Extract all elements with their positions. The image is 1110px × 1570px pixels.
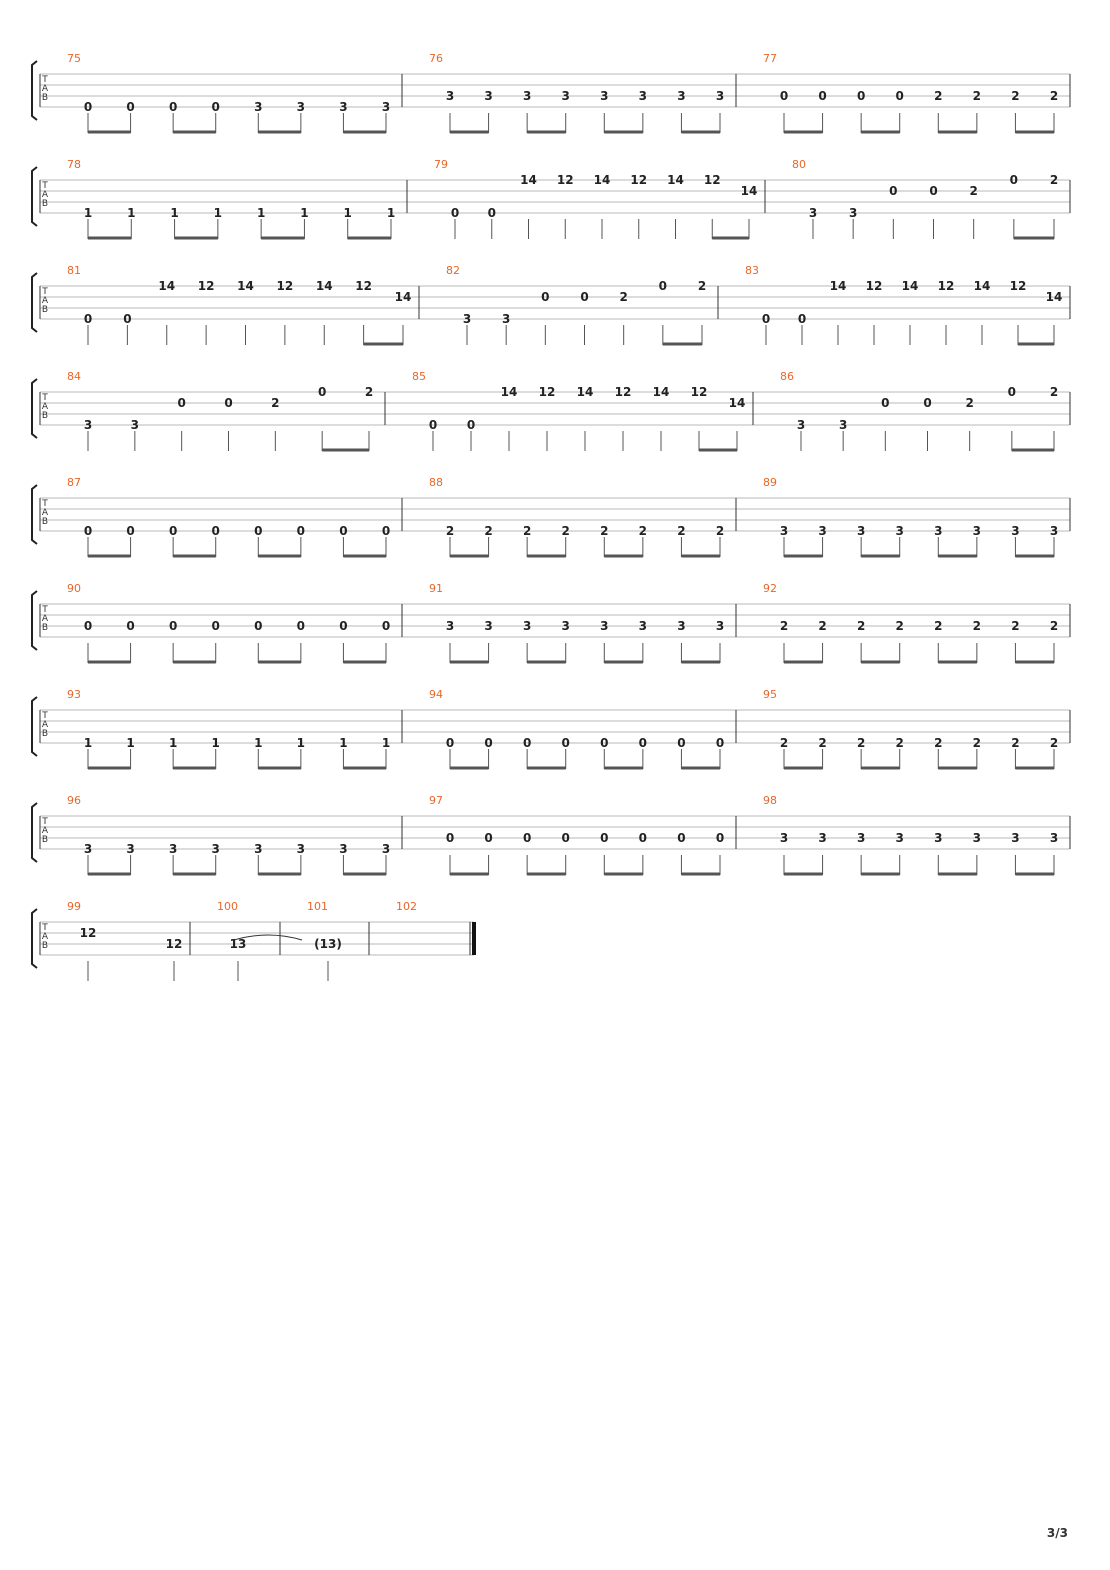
fret-number: 3 bbox=[600, 619, 609, 633]
tab-clef-letter: A bbox=[41, 296, 49, 306]
fret-number: 2 bbox=[1049, 89, 1059, 103]
system-bracket bbox=[32, 61, 37, 120]
fret-number: 2 bbox=[818, 736, 827, 750]
fret-number: 1 bbox=[83, 736, 93, 750]
system-bracket bbox=[32, 379, 37, 438]
fret-number: 3 bbox=[339, 100, 348, 114]
measure-number: 83 bbox=[745, 264, 759, 277]
tab-clef-letter: T bbox=[42, 287, 48, 297]
fret-number: 0 bbox=[715, 831, 725, 845]
fret-number: 12 bbox=[276, 279, 294, 293]
fret-number: 3 bbox=[445, 89, 455, 103]
measure-number: 99 bbox=[67, 900, 81, 913]
fret-number: 0 bbox=[797, 312, 807, 326]
measure-number: 90 bbox=[67, 582, 81, 595]
fret-number: 0 bbox=[211, 619, 220, 633]
tab-clef-letter: B bbox=[41, 729, 49, 739]
fret-number: 12 bbox=[690, 385, 708, 399]
fret-number: 0 bbox=[254, 619, 263, 633]
fret-number: 2 bbox=[934, 736, 943, 750]
fret-number: 12 bbox=[703, 173, 721, 187]
fret-number: 3 bbox=[1011, 831, 1020, 845]
fret-number: 0 bbox=[522, 831, 532, 845]
fret-number: 1 bbox=[300, 206, 309, 220]
tab-clef-letter: B bbox=[41, 623, 49, 633]
fret-number: 14 bbox=[520, 173, 537, 187]
fret-number: 3 bbox=[501, 312, 511, 326]
fret-number: 2 bbox=[697, 279, 707, 293]
system-bracket bbox=[32, 803, 37, 862]
fret-number: 0 bbox=[224, 396, 233, 410]
measure-number: 84 bbox=[67, 370, 81, 383]
fret-number: 1 bbox=[126, 736, 135, 750]
fret-number: 0 bbox=[487, 206, 496, 220]
fret-number: 1 bbox=[339, 736, 348, 750]
tab-clef-letter: T bbox=[42, 923, 48, 933]
fret-number: 2 bbox=[856, 619, 866, 633]
measure-number: 87 bbox=[67, 476, 81, 489]
fret-number: 2 bbox=[779, 619, 789, 633]
fret-number: 14 bbox=[394, 290, 412, 304]
fret-number: 3 bbox=[600, 89, 609, 103]
fret-number: 12 bbox=[538, 385, 556, 399]
fret-number: 2 bbox=[779, 736, 789, 750]
fret-number: 2 bbox=[271, 396, 280, 410]
fret-number: 0 bbox=[254, 524, 263, 538]
fret-number: 14 bbox=[728, 396, 746, 410]
fret-number: 14 bbox=[500, 385, 518, 399]
fret-number: 0 bbox=[381, 524, 391, 538]
fret-number: 0 bbox=[818, 89, 827, 103]
measure-number: 95 bbox=[763, 688, 777, 701]
fret-number: 2 bbox=[972, 736, 982, 750]
fret-number: 1 bbox=[213, 206, 223, 220]
tab-clef-letter: B bbox=[41, 517, 49, 527]
fret-number: 3 bbox=[381, 842, 391, 856]
fret-number: 14 bbox=[576, 385, 594, 399]
fret-number: 0 bbox=[677, 736, 686, 750]
tab-clef-letter: B bbox=[41, 199, 49, 209]
fret-number: 0 bbox=[1009, 173, 1019, 187]
fret-number: 1 bbox=[211, 736, 220, 750]
tab-clef-letter: A bbox=[41, 190, 49, 200]
fret-number: 0 bbox=[381, 619, 391, 633]
fret-number: 0 bbox=[339, 524, 348, 538]
measure-number: 78 bbox=[67, 158, 81, 171]
fret-number: 3 bbox=[168, 842, 178, 856]
fret-number: 0 bbox=[445, 831, 455, 845]
fret-number: 2 bbox=[818, 619, 827, 633]
measure-number: 76 bbox=[429, 52, 443, 65]
fret-number: 2 bbox=[969, 184, 978, 198]
fret-number: 14 bbox=[652, 385, 670, 399]
measure-number: 102 bbox=[396, 900, 417, 913]
fret-number: 2 bbox=[856, 736, 866, 750]
fret-number: 2 bbox=[1049, 385, 1059, 399]
fret-number: 2 bbox=[1011, 736, 1020, 750]
fret-number: 2 bbox=[484, 524, 493, 538]
fret-number: 3 bbox=[254, 100, 263, 114]
fret-number: 3 bbox=[895, 524, 904, 538]
fret-number: 0 bbox=[317, 385, 327, 399]
fret-number: 0 bbox=[466, 418, 476, 432]
measure-number: 88 bbox=[429, 476, 443, 489]
fret-number: 3 bbox=[779, 524, 789, 538]
fret-number: 0 bbox=[638, 736, 648, 750]
fret-number: 0 bbox=[561, 736, 570, 750]
tab-clef-letter: T bbox=[42, 605, 48, 615]
fret-number: 14 bbox=[667, 173, 684, 187]
tab-clef-letter: T bbox=[42, 181, 48, 191]
fret-number: 3 bbox=[838, 418, 848, 432]
fret-number: 14 bbox=[1045, 290, 1063, 304]
tab-clef-letter: A bbox=[41, 614, 49, 624]
tab-clef-letter: A bbox=[41, 84, 49, 94]
fret-number: 0 bbox=[83, 312, 93, 326]
fret-number: 2 bbox=[619, 290, 628, 304]
fret-number: 2 bbox=[934, 89, 943, 103]
fret-number: 0 bbox=[126, 100, 135, 114]
fret-number: 14 bbox=[237, 279, 254, 293]
measure-number: 94 bbox=[429, 688, 443, 701]
fret-number: 3 bbox=[126, 842, 135, 856]
fret-number: 3 bbox=[972, 831, 982, 845]
fret-number: 14 bbox=[973, 279, 991, 293]
fret-number: 1 bbox=[127, 206, 136, 220]
measure-number: 96 bbox=[67, 794, 81, 807]
fret-number: 3 bbox=[296, 100, 306, 114]
system-bracket bbox=[32, 485, 37, 544]
fret-number: 2 bbox=[972, 619, 982, 633]
fret-number: 12 bbox=[865, 279, 883, 293]
measure-number: 100 bbox=[217, 900, 238, 913]
system-bracket bbox=[32, 909, 37, 968]
fret-number: 3 bbox=[818, 524, 827, 538]
fret-number: 0 bbox=[126, 619, 135, 633]
measure-number: 89 bbox=[763, 476, 777, 489]
fret-number: 3 bbox=[522, 89, 532, 103]
fret-number: 0 bbox=[83, 619, 93, 633]
fret-number: 0 bbox=[339, 619, 348, 633]
fret-number: 3 bbox=[561, 619, 570, 633]
fret-number: 0 bbox=[168, 524, 178, 538]
fret-number: 12 bbox=[355, 279, 372, 293]
fret-number: 14 bbox=[829, 279, 847, 293]
fret-number: 13 bbox=[229, 937, 247, 951]
fret-number: 3 bbox=[83, 418, 93, 432]
tab-clef-letter: A bbox=[41, 932, 49, 942]
fret-number: 12 bbox=[1009, 279, 1027, 293]
fret-number: 3 bbox=[934, 524, 943, 538]
tab-clef-letter: B bbox=[41, 305, 49, 315]
measure-number: 93 bbox=[67, 688, 81, 701]
fret-number: 12 bbox=[937, 279, 955, 293]
fret-number: 3 bbox=[715, 619, 725, 633]
fret-number: 3 bbox=[484, 89, 493, 103]
fret-number: 3 bbox=[808, 206, 818, 220]
fret-number: 0 bbox=[761, 312, 771, 326]
fret-number: 0 bbox=[541, 290, 550, 304]
fret-number: 0 bbox=[889, 184, 898, 198]
fret-number: 3 bbox=[848, 206, 858, 220]
fret-number: 3 bbox=[934, 831, 943, 845]
fret-number: 3 bbox=[1049, 831, 1059, 845]
fret-number: 0 bbox=[881, 396, 890, 410]
measure-number: 98 bbox=[763, 794, 777, 807]
system-bracket bbox=[32, 273, 37, 332]
fret-number: 1 bbox=[83, 206, 93, 220]
tab-clef-letter: A bbox=[41, 508, 49, 518]
fret-number: 2 bbox=[364, 385, 374, 399]
fret-number: 2 bbox=[638, 524, 648, 538]
fret-number: 0 bbox=[168, 100, 178, 114]
fret-number: 3 bbox=[83, 842, 93, 856]
measure-number: 86 bbox=[780, 370, 794, 383]
measure-number: 92 bbox=[763, 582, 777, 595]
fret-number: 0 bbox=[600, 831, 609, 845]
fret-number: 3 bbox=[895, 831, 904, 845]
fret-number: 14 bbox=[158, 279, 176, 293]
measure-number: 79 bbox=[434, 158, 448, 171]
system-bracket bbox=[32, 591, 37, 650]
fret-number: 0 bbox=[779, 89, 789, 103]
fret-number: 0 bbox=[638, 831, 648, 845]
fret-number: 3 bbox=[462, 312, 472, 326]
fret-number: 14 bbox=[315, 279, 333, 293]
fret-number: 0 bbox=[484, 831, 493, 845]
measure-number: 91 bbox=[429, 582, 443, 595]
fret-number: 0 bbox=[561, 831, 570, 845]
fret-number: 3 bbox=[779, 831, 789, 845]
fret-number: 1 bbox=[168, 736, 178, 750]
fret-number: 12 bbox=[79, 926, 97, 940]
fret-number: 1 bbox=[381, 736, 391, 750]
fret-number: 0 bbox=[600, 736, 609, 750]
fret-number: 3 bbox=[522, 619, 532, 633]
fret-number: 0 bbox=[83, 100, 93, 114]
tab-clef-letter: T bbox=[42, 499, 48, 509]
fret-number: 1 bbox=[343, 206, 352, 220]
fret-number: 3 bbox=[715, 89, 725, 103]
fret-number: 0 bbox=[296, 619, 306, 633]
fret-number: 14 bbox=[593, 173, 611, 187]
fret-number: 3 bbox=[484, 619, 493, 633]
fret-number: 2 bbox=[600, 524, 609, 538]
fret-number: 0 bbox=[929, 184, 938, 198]
fret-number: 0 bbox=[484, 736, 493, 750]
fret-number: 12 bbox=[614, 385, 632, 399]
tab-clef-letter: B bbox=[41, 411, 49, 421]
fret-number: 0 bbox=[658, 279, 668, 293]
fret-number: 0 bbox=[677, 831, 686, 845]
measure-number: 82 bbox=[446, 264, 460, 277]
tab-clef-letter: T bbox=[42, 393, 48, 403]
page-number: 3/3 bbox=[1046, 1526, 1068, 1540]
fret-number: 0 bbox=[715, 736, 725, 750]
fret-number: 1 bbox=[256, 206, 266, 220]
fret-number: 2 bbox=[445, 524, 455, 538]
fret-number: 12 bbox=[165, 937, 183, 951]
fret-number: 2 bbox=[972, 89, 982, 103]
fret-number: 0 bbox=[445, 736, 455, 750]
fret-number: 14 bbox=[740, 184, 758, 198]
tab-clef-letter: A bbox=[41, 720, 49, 730]
tab-clef-letter: T bbox=[42, 817, 48, 827]
fret-number: 2 bbox=[522, 524, 532, 538]
tab-clef-letter: A bbox=[41, 826, 49, 836]
fret-number: 12 bbox=[630, 173, 648, 187]
fret-number: 0 bbox=[923, 396, 932, 410]
fret-number: 0 bbox=[428, 418, 438, 432]
fret-number: 2 bbox=[1011, 619, 1020, 633]
fret-number: 1 bbox=[254, 736, 263, 750]
fret-number: 0 bbox=[296, 524, 306, 538]
fret-number: 0 bbox=[83, 524, 93, 538]
fret-number: 3 bbox=[561, 89, 570, 103]
fret-number: 0 bbox=[856, 89, 866, 103]
fret-number: 0 bbox=[895, 89, 904, 103]
fret-number: 3 bbox=[381, 100, 391, 114]
fret-number: 12 bbox=[197, 279, 215, 293]
fret-number: 3 bbox=[211, 842, 220, 856]
fret-number: 3 bbox=[445, 619, 455, 633]
fret-number: 2 bbox=[965, 396, 974, 410]
fret-number: (13) bbox=[314, 937, 342, 951]
measure-number: 77 bbox=[763, 52, 777, 65]
fret-number: 2 bbox=[1049, 619, 1059, 633]
fret-number: 2 bbox=[677, 524, 686, 538]
fret-number: 12 bbox=[556, 173, 574, 187]
fret-number: 0 bbox=[126, 524, 135, 538]
tab-clef-letter: T bbox=[42, 711, 48, 721]
tab-clef-letter: B bbox=[41, 93, 49, 103]
fret-number: 3 bbox=[972, 524, 982, 538]
fret-number: 2 bbox=[895, 736, 904, 750]
fret-number: 3 bbox=[856, 831, 866, 845]
fret-number: 3 bbox=[339, 842, 348, 856]
fret-number: 14 bbox=[901, 279, 919, 293]
fret-number: 2 bbox=[934, 619, 943, 633]
measure-number: 75 bbox=[67, 52, 81, 65]
fret-number: 3 bbox=[818, 831, 827, 845]
tab-clef-letter: T bbox=[42, 75, 48, 85]
measure-number: 97 bbox=[429, 794, 443, 807]
fret-number: 3 bbox=[1011, 524, 1020, 538]
fret-number: 1 bbox=[296, 736, 306, 750]
fret-number: 1 bbox=[386, 206, 396, 220]
system-bracket bbox=[32, 697, 37, 756]
fret-number: 3 bbox=[638, 619, 648, 633]
tab-clef-letter: A bbox=[41, 402, 49, 412]
fret-number: 2 bbox=[561, 524, 570, 538]
fret-number: 0 bbox=[522, 736, 532, 750]
fret-number: 2 bbox=[1011, 89, 1020, 103]
fret-number: 3 bbox=[130, 418, 140, 432]
fret-number: 3 bbox=[677, 89, 686, 103]
fret-number: 2 bbox=[1049, 736, 1059, 750]
system-bracket bbox=[32, 167, 37, 226]
fret-number: 3 bbox=[677, 619, 686, 633]
fret-number: 2 bbox=[895, 619, 904, 633]
fret-number: 0 bbox=[450, 206, 460, 220]
fret-number: 0 bbox=[123, 312, 132, 326]
fret-number: 2 bbox=[1049, 173, 1059, 187]
fret-number: 3 bbox=[856, 524, 866, 538]
measure-number: 80 bbox=[792, 158, 806, 171]
fret-number: 0 bbox=[580, 290, 589, 304]
tab-clef-letter: B bbox=[41, 835, 49, 845]
measure-number: 85 bbox=[412, 370, 426, 383]
fret-number: 0 bbox=[211, 100, 220, 114]
fret-number: 2 bbox=[715, 524, 725, 538]
fret-number: 3 bbox=[254, 842, 263, 856]
fret-number: 0 bbox=[1007, 385, 1017, 399]
fret-number: 1 bbox=[170, 206, 179, 220]
measure-number: 81 bbox=[67, 264, 81, 277]
fret-number: 0 bbox=[168, 619, 178, 633]
fret-number: 0 bbox=[177, 396, 186, 410]
fret-number: 0 bbox=[211, 524, 220, 538]
measure-number: 101 bbox=[307, 900, 328, 913]
tab-clef-letter: B bbox=[41, 941, 49, 951]
fret-number: 3 bbox=[1049, 524, 1059, 538]
fret-number: 3 bbox=[296, 842, 306, 856]
fret-number: 3 bbox=[796, 418, 806, 432]
fret-number: 3 bbox=[638, 89, 648, 103]
